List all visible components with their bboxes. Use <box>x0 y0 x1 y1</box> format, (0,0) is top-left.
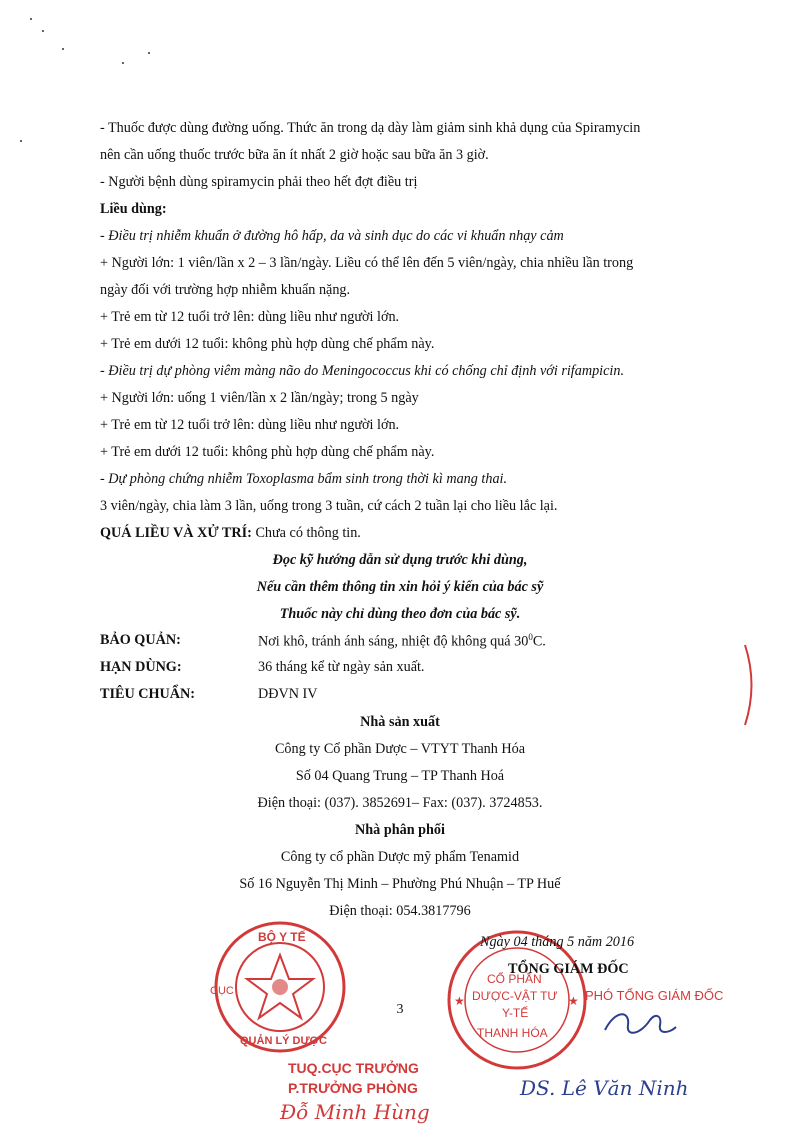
manufacturer-heading: Nhà sản xuất <box>360 714 440 730</box>
standard-label: TIÊU CHUẨN: <box>100 686 195 702</box>
edge-stamp-icon <box>740 640 760 730</box>
dosage-indication: - Điều trị dự phòng viêm màng não do Meningococcus khi có chống chỉ định với rifampicin. <box>100 363 624 379</box>
overdose-line <box>100 524 361 542</box>
instruction-line: - Thuốc được dùng đường uống. Thức ăn trong dạ dày làm giảm sinh khả dụng của Spiramycin <box>100 120 641 136</box>
dosage-heading: Liều dùng: <box>100 201 167 217</box>
dosage-line: + Trẻ em từ 12 tuổi trở lên: dùng liều như người lớn. <box>100 417 400 433</box>
stamp-text: DƯỢC-VẬT TƯ <box>472 989 558 1003</box>
svg-text:★: ★ <box>454 994 465 1008</box>
warning-line: Thuốc này chỉ dùng theo đơn của bác sỹ. <box>279 606 521 622</box>
distributor-name: Công ty cổ phần Dược mỹ phẩm Tenamid <box>280 849 520 865</box>
dosage-indication: - Điều trị nhiễm khuẩn ở đường hô hấp, da và sinh dục do các vi khuẩn nhạy cảm <box>100 228 564 244</box>
distributor-phone: Điện thoại: 054.3817796 <box>329 903 471 919</box>
dosage-line: + Người lớn: uống 1 viên/lần x 2 lần/ngày; trong 5 ngày <box>100 390 419 406</box>
manufacturer-name: Công ty Cổ phần Dược – VTYT Thanh Hóa <box>274 741 526 757</box>
overdose-value: Chưa có thông tin. <box>251 525 361 541</box>
scan-speck <box>62 48 64 50</box>
storage-text: Nơi khô, tránh ánh sáng, nhiệt độ không quá 30 <box>258 633 529 650</box>
scan-speck <box>20 140 22 142</box>
dosage-indication: - Dự phòng chứng nhiễm Toxoplasma bẩm sinh trong thời kì mang thai. <box>100 471 508 487</box>
storage-unit: C. <box>532 633 546 650</box>
dosage-line: + Trẻ em dưới 12 tuổi: không phù hợp dùng chế phẩm này. <box>100 444 435 460</box>
warning-line: Nếu cần thêm thông tin xin hỏi ý kiến của bác sỹ <box>256 579 544 595</box>
warning-line: Đọc kỹ hướng dẫn sử dụng trước khi dùng, <box>272 552 528 568</box>
scan-speck <box>148 52 150 54</box>
overdose-label: QUÁ LIỀU VÀ XỬ TRÍ: <box>100 525 252 541</box>
deputy-title: PHÓ TỔNG GIÁM ĐỐC <box>585 988 724 1003</box>
instruction-line: - Người bệnh dùng spiramycin phải theo hết đợt điều trị <box>100 174 418 190</box>
stamp-text: Y-TẾ <box>502 1006 529 1020</box>
page-number: 3 <box>396 1002 404 1017</box>
stamp-text: BỘ Y TẾ <box>258 930 306 944</box>
manufacturer-address: Số 04 Quang Trung – TP Thanh Hoá <box>295 768 505 784</box>
scan-speck <box>30 18 32 20</box>
distributor-heading: Nhà phân phối <box>355 822 445 838</box>
left-title-2: P.TRƯỞNG PHÒNG <box>288 1080 418 1096</box>
dosage-line: ngày đối với trường hợp nhiễm khuẩn nặng. <box>100 282 351 298</box>
stamp-text: QUẢN LÝ DƯỢC <box>240 1035 327 1047</box>
left-signer-name: Đỗ Minh Hùng <box>280 1100 430 1124</box>
instruction-line: nên cần uống thuốc trước bữa ăn ít nhất 2 giờ hoặc sau bữa ăn 3 giờ. <box>100 147 489 163</box>
signer-name: DS. Lê Văn Ninh <box>520 1076 689 1100</box>
signoff-title: TỔNG GIÁM ĐỐC <box>508 961 629 977</box>
scan-speck <box>42 30 44 32</box>
distributor-address: Số 16 Nguyễn Thị Minh – Phường Phú Nhuận – TP Huế <box>239 876 561 892</box>
stamp-text: CỔ PHẦN <box>487 972 542 986</box>
degree-sup: 0 <box>528 632 533 642</box>
storage-value <box>258 632 546 651</box>
manufacturer-phone: Điện thoại: (037). 3852691– Fax: (037). 3724853. <box>257 795 543 811</box>
left-title-1: TUQ.CỤC TRƯỞNG <box>288 1060 419 1076</box>
dosage-line: + Trẻ em từ 12 tuổi trở lên: dùng liều như người lớn. <box>100 309 400 325</box>
storage-label: BẢO QUẢN: <box>100 632 181 648</box>
scan-speck <box>122 62 124 64</box>
dosage-line: + Trẻ em dưới 12 tuổi: không phù hợp dùng chế phẩm này. <box>100 336 435 352</box>
svg-text:★: ★ <box>568 994 579 1008</box>
expiry-value: 36 tháng kể từ ngày sản xuất. <box>258 659 425 675</box>
stamp-text: THANH HÓA <box>477 1026 548 1040</box>
standard-value: DĐVN IV <box>258 686 318 702</box>
dosage-line: + Người lớn: 1 viên/lần x 2 – 3 lần/ngày. Liều có thể lên đến 5 viên/ngày, chia nhiều lần trong <box>100 255 634 271</box>
dosage-line: 3 viên/ngày, chia làm 3 lần, uống trong 3 tuần, cứ cách 2 tuần lại cho liều lắc lại. <box>100 498 558 514</box>
stamp-text: CỤC <box>210 985 234 997</box>
expiry-label: HẠN DÙNG: <box>100 659 182 675</box>
signoff-date: Ngày 04 tháng 5 năm 2016 <box>480 934 635 950</box>
